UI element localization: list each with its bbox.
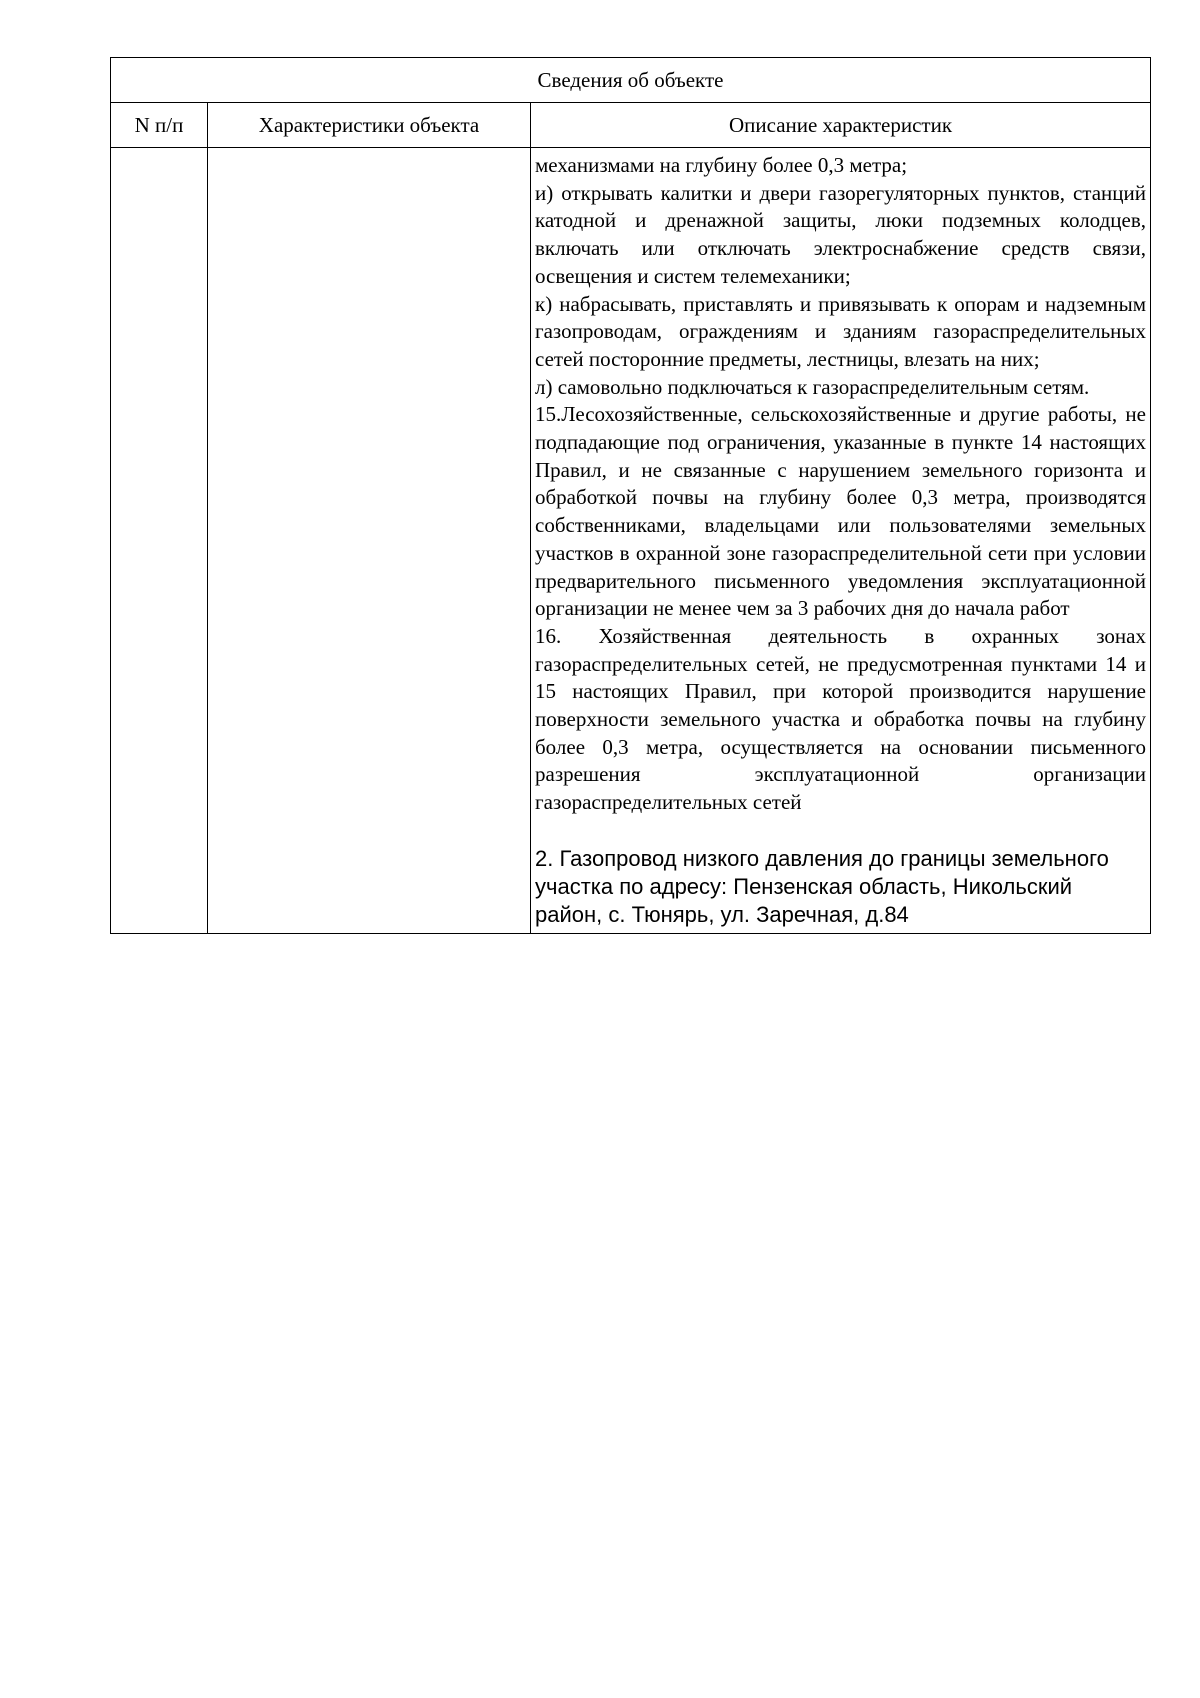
cell-characteristics: [208, 148, 531, 934]
header-num: N п/п: [111, 103, 208, 148]
cell-num: [111, 148, 208, 934]
description-paragraph: 15.Лесохозяйственные, сельскохозяйственные и другие работы, не подпадающие под ограничения, указанные в пункте 14 настоящих Правил, и не связанные с нарушением земельного горизонта и обработкой почвы на глубину более 0,3 метра, производятся собственниками, владельцами или пользователями земельных участков в охранной зоне газораспределительной сети при условии предварительного письменного уведомления эксплуатационной организации не менее чем за 3 рабочих дня до начала работ: [535, 402, 1146, 621]
description-paragraph: и) открывать калитки и двери газорегуляторных пунктов, станций катодной и дренажной защиты, люки подземных колодцев, включать или отключать электроснабжение средств связи, освещения и систем телемеханики;: [535, 180, 1146, 288]
description-paragraph: л) самовольно подключаться к газораспределительным сетям.: [535, 374, 1090, 399]
header-characteristics: Характеристики объекта: [208, 103, 531, 148]
cell-description: [531, 148, 1151, 934]
table-row: [111, 148, 1151, 934]
address-paragraph: 2. Газопровод низкого давления до границы земельного участка по адресу: Пензенская область, Никольский район, с. Тюнярь, ул. Заречная, д.84: [535, 845, 1109, 927]
table-title: Сведения об объекте: [111, 58, 1151, 103]
address-text: [535, 845, 1146, 929]
paragraph-gap: [535, 817, 1146, 845]
table-title-row: [111, 58, 1151, 103]
header-description: Описание характеристик: [531, 103, 1151, 148]
description-paragraph: к) набрасывать, приставлять и привязывать к опорам и надземным газопроводам, ограждениям и зданиям газораспределительных сетей посторонние предметы, лестницы, влезать на них;: [535, 291, 1146, 371]
description-text: [535, 152, 1146, 845]
description-paragraph: 16. Хозяйственная деятельность в охранных зонах газораспределительных сетей, не предусмотренная пунктами 14 и 15 настоящих Правил, при которой производится нарушение поверхности земельного участка и обработка почвы на глубину более 0,3 метра, осуществляется на основании письменного разрешения эксплуатационной организации газораспределительных сетей: [535, 623, 1146, 815]
table-header-row: [111, 103, 1151, 148]
object-info-table: [110, 57, 1151, 934]
description-paragraph: механизмами на глубину более 0,3 метра;: [535, 153, 908, 177]
